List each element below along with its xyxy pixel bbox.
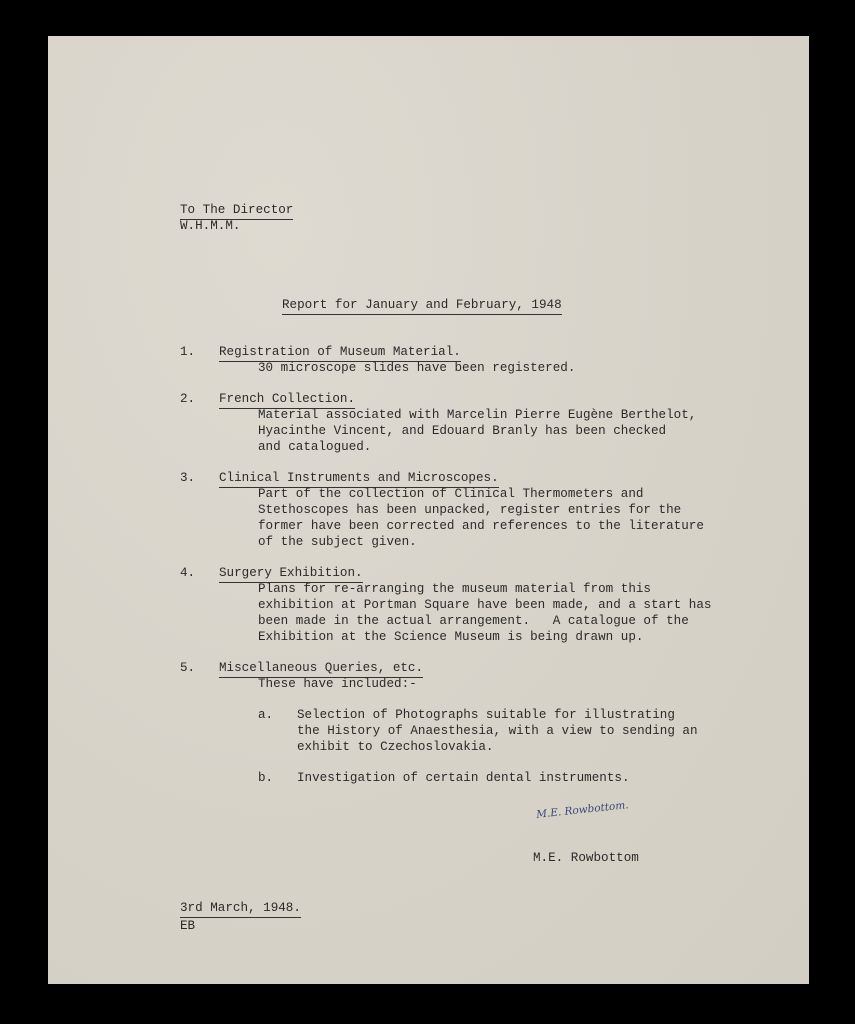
subitem-letter: a. bbox=[258, 708, 274, 722]
addressee-line: To The Director bbox=[180, 202, 293, 220]
subitem-letter: b. bbox=[258, 771, 274, 785]
item-text-line: Stethoscopes has been unpacked, register entries for the bbox=[258, 503, 682, 517]
item-heading: Miscellaneous Queries, etc. bbox=[219, 660, 423, 678]
item-text-line: These have included:- bbox=[258, 677, 417, 691]
item-number: 2. bbox=[180, 392, 196, 406]
item-text-line: Hyacinthe Vincent, and Edouard Branly has been checked bbox=[258, 424, 667, 438]
item-number: 1. bbox=[180, 345, 196, 359]
item-heading: Surgery Exhibition. bbox=[219, 565, 363, 583]
handwritten-signature: M.E. Rowbottom. bbox=[535, 799, 630, 821]
subitem-text-line: exhibit to Czechoslovakia. bbox=[297, 740, 494, 754]
typed-signature: M.E. Rowbottom bbox=[533, 851, 639, 865]
organization-line: W.H.M.M. bbox=[180, 219, 241, 233]
item-number: 4. bbox=[180, 566, 196, 580]
item-heading: Registration of Museum Material. bbox=[219, 344, 461, 362]
item-number: 5. bbox=[180, 661, 196, 675]
item-text-line: Material associated with Marcelin Pierre Eugène Berthelot, bbox=[258, 408, 697, 422]
item-text-line: of the subject given. bbox=[258, 535, 417, 549]
item-text-line: Exhibition at the Science Museum is being drawn up. bbox=[258, 630, 644, 644]
item-text-line: 30 microscope slides have been registered. bbox=[258, 361, 576, 375]
subitem-text-line: Selection of Photographs suitable for illustrating bbox=[297, 708, 675, 722]
subitem-text-line: the History of Anaesthesia, with a view to sending an bbox=[297, 724, 698, 738]
typist-initials: EB bbox=[180, 919, 196, 933]
report-title: Report for January and February, 1948 bbox=[282, 297, 562, 315]
item-text-line: exhibition at Portman Square have been made, and a start has bbox=[258, 598, 712, 612]
item-text-line: Plans for re-arranging the museum material from this bbox=[258, 582, 651, 596]
item-heading: French Collection. bbox=[219, 391, 355, 409]
document-date: 3rd March, 1948. bbox=[180, 900, 301, 918]
item-text-line: Part of the collection of Clinical Thermometers and bbox=[258, 487, 644, 501]
item-text-line: and catalogued. bbox=[258, 440, 372, 454]
subitem-text-line: Investigation of certain dental instruments. bbox=[297, 771, 630, 785]
item-heading: Clinical Instruments and Microscopes. bbox=[219, 470, 499, 488]
item-text-line: former have been corrected and references to the literature bbox=[258, 519, 704, 533]
document-page bbox=[48, 36, 809, 984]
item-text-line: been made in the actual arrangement. A catalogue of the bbox=[258, 614, 689, 628]
item-number: 3. bbox=[180, 471, 196, 485]
